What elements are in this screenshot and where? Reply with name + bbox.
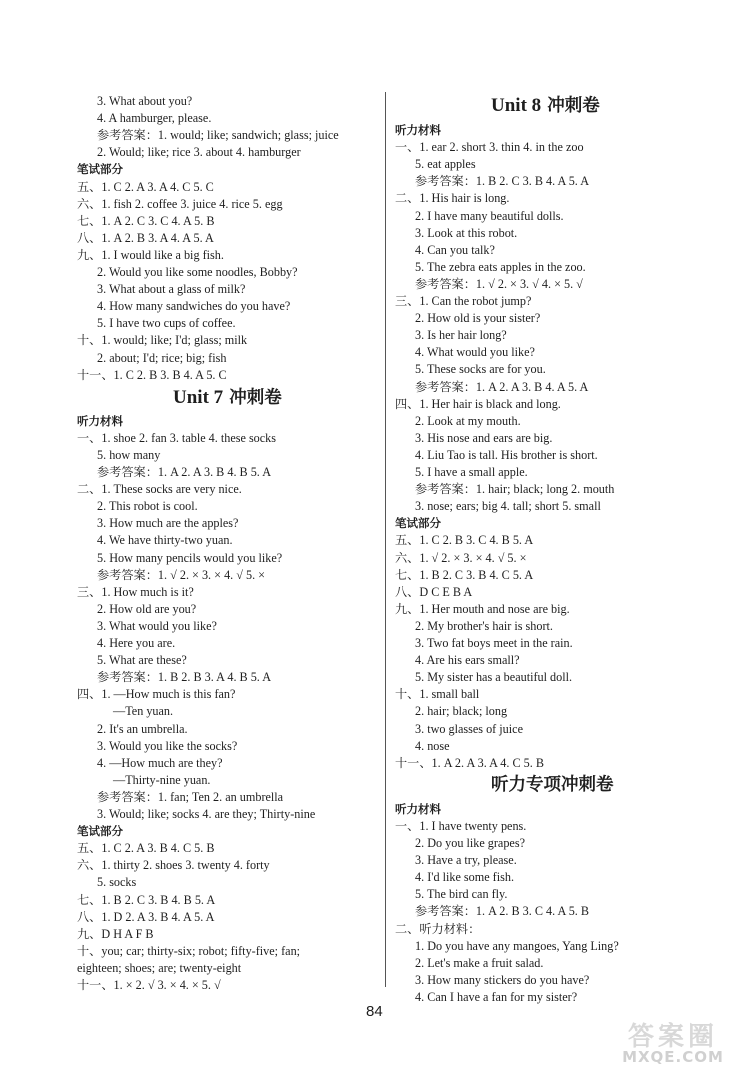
answer-line: 3. Look at this robot. [415,225,518,240]
section-heading: 笔试部分 [77,824,123,839]
answer-line: 五、1. C 2. A 3. A 4. C 5. C [77,179,214,194]
section-heading: 笔试部分 [395,516,441,531]
answer-line: 3. Is her hair long? [415,328,507,343]
section-title-unit: Unit 8 [491,95,542,116]
watermark-url: MXQE.COM [622,1048,724,1066]
answer-line: 2. hair; black; long [415,704,508,719]
answer-line: 4. Here you are. [97,636,176,650]
answer-line: 2. Would; like; rice 3. about 4. hamburger [97,145,301,160]
answer-line: 十一、1. × 2. √ 3. × 4. × 5. √ [77,978,221,992]
answer-line: 5. how many [97,447,161,462]
answer-line: —Thirty-nine yuan. [113,772,211,787]
section-title [491,95,600,117]
answer-line: 2. It's an umbrella. [97,721,188,736]
answer-line: 五、1. C 2. A 3. B 4. C 5. B [77,841,215,856]
page-number: 84 [366,1003,383,1020]
answer-line: 4. Can you talk? [415,242,495,257]
answer-line: eighteen; shoes; are; twenty-eight [77,960,242,975]
answer-line: 十一、1. C 2. B 3. B 4. A 5. C [77,367,227,382]
answer-line: 十、you; car; thirty-six; robot; fifty-five; fan; [77,943,301,958]
answer-line: 参考答案：1. fan; Ten 2. an umbrella [97,789,284,804]
answer-line: 七、1. A 2. C 3. C 4. A 5. B [77,213,215,228]
answer-line: 一、1. shoe 2. fan 3. table 4. these socks [77,430,277,445]
answer-line: 4. A hamburger, please. [97,111,212,126]
answer-line: 5. How many pencils would you like? [97,550,283,565]
answer-line: 十、1. small ball [395,687,480,702]
answer-line: 3. Would; like; socks 4. are they; Thirty-nine [97,807,316,821]
answer-line: 八、1. A 2. B 3. A 4. A 5. A [77,230,214,245]
answer-line: 八、1. D 2. A 3. B 4. A 5. A [77,909,215,924]
answer-line: 2. Would you like some noodles, Bobby? [97,265,298,279]
answer-line: 2. Do you like grapes? [415,836,525,850]
answer-line: 2. My brother's hair is short. [415,618,553,633]
answer-line: 2. I have many beautiful dolls. [415,208,564,223]
answer-line: 参考答案：1. A 2. A 3. B 4. A 5. A [415,379,589,394]
answer-line: 七、1. B 2. C 3. B 4. B 5. A [77,892,216,907]
answer-line: 3. How much are the apples? [97,516,239,531]
answer-line: 3. What about you? [97,94,193,108]
section-title [491,774,614,796]
answer-line: 5. socks [97,875,137,890]
answer-line: 八、D C E B A [395,584,473,599]
answer-line: 2. Look at my mouth. [415,413,521,428]
answer-line: 4. Liu Tao is tall. His brother is short. [415,447,598,462]
answer-line: 2. Let's make a fruit salad. [415,955,544,970]
answer-line: 参考答案：1. √ 2. × 3. × 4. √ 5. × [97,567,266,582]
answer-line: 5. My sister has a beautiful doll. [415,670,573,685]
answer-line: 参考答案：1. A 2. B 3. C 4. A 5. B [415,904,590,919]
answer-line: 三、1. How much is it? [77,584,194,599]
section-title [173,387,282,409]
answer-line: 5. I have a small apple. [415,465,528,479]
answer-line: 5. The bird can fly. [415,887,508,902]
answer-line: 4. How many sandwiches do you have? [97,299,291,314]
answer-line: 二、听力材料： [395,921,481,936]
answer-line: 5. I have two cups of coffee. [97,316,236,331]
column-divider [385,92,386,987]
section-title-label: 听力专项冲刺卷 [491,774,614,795]
section-heading: 听力材料 [395,801,441,816]
answer-line: 一、1. I have twenty pens. [395,818,527,833]
answer-line: 3. His nose and ears are big. [415,430,553,445]
answer-line: 4. I'd like some fish. [415,870,515,885]
answer-line: 3. What would you like? [97,618,217,633]
answer-line: 一、1. ear 2. short 3. thin 4. in the zoo [395,140,584,155]
watermark-logo [612,1016,734,1068]
answer-line: 5. The zebra eats apples in the zoo. [415,259,586,274]
answer-line: 3. Two fat boys meet in the rain. [415,636,573,650]
answer-line: 六、1. fish 2. coffee 3. juice 4. rice 5. egg [77,196,283,211]
answer-line: 4. Are his ears small? [415,653,520,668]
section-title-unit: Unit 7 [173,386,224,408]
answer-line: 十、1. would; like; I'd; glass; milk [77,333,248,348]
section-heading: 听力材料 [77,413,123,428]
answer-line: 3. What about a glass of milk? [97,282,246,297]
answer-line: 5. These socks are for you. [415,362,546,377]
answer-line: 六、1. √ 2. × 3. × 4. √ 5. × [395,550,527,565]
section-title-label: 冲刺卷 [541,96,600,116]
answer-line: 参考答案：1. hair; black; long 2. mouth [415,482,615,497]
answer-line: 九、1. Her mouth and nose are big. [395,601,570,616]
section-title-label: 冲刺卷 [223,387,282,408]
watermark-text: 答案圈 [627,1022,718,1052]
section-heading: 听力材料 [395,123,441,137]
answer-line: 五、1. C 2. B 3. C 4. B 5. A [395,533,534,548]
answer-line: 2. about; I'd; rice; big; fish [97,350,227,365]
answer-line: 参考答案：1. would; like; sandwich; glass; juice [97,128,339,143]
answer-line: 二、1. His hair is long. [395,191,510,206]
answer-line: 2. How old is your sister? [415,311,541,326]
answer-line: 4. Can I have a fan for my sister? [415,989,578,1004]
answer-line: 4. We have thirty-two yuan. [97,533,233,548]
answer-line: 六、1. thirty 2. shoes 3. twenty 4. forty [77,858,270,873]
answer-line: 4. What would you like? [415,345,535,360]
answer-line: 四、1. —How much is this fan? [77,687,236,702]
answer-line: 3. nose; ears; big 4. tall; short 5. small [415,499,601,514]
answer-line: 1. Do you have any mangoes, Yang Ling? [415,938,619,953]
answer-line: 4. nose [415,738,450,753]
answer-line: 3. Would you like the socks? [97,738,238,753]
answer-line: 参考答案：1. √ 2. × 3. √ 4. × 5. √ [415,276,583,291]
answer-line: 5. What are these? [97,653,187,668]
answer-line: 三、1. Can the robot jump? [395,294,532,308]
answer-line: 2. How old are you? [97,601,197,616]
answer-line: —Ten yuan. [113,704,174,719]
answer-line: 3. two glasses of juice [415,721,523,736]
answer-line: 四、1. Her hair is black and long. [395,396,561,411]
answer-line: 九、1. I would like a big fish. [77,247,224,262]
answer-line: 4. —How much are they? [97,755,223,770]
section-heading: 笔试部分 [77,162,123,177]
answer-line: 二、1. These socks are very nice. [77,482,242,497]
answer-line: 3. How many stickers do you have? [415,972,590,987]
answer-line: 2. This robot is cool. [97,499,198,514]
answer-line: 九、D H A F B [77,926,154,941]
answer-line: 5. eat apples [415,157,476,172]
answer-line: 七、1. B 2. C 3. B 4. C 5. A [395,567,534,582]
answer-line: 十一、1. A 2. A 3. A 4. C 5. B [395,755,544,770]
answer-line: 参考答案：1. A 2. A 3. B 4. B 5. A [97,465,272,479]
answer-line: 参考答案：1. B 2. C 3. B 4. A 5. A [415,174,590,189]
answer-line: 3. Have a try, please. [415,853,517,868]
answer-line: 参考答案：1. B 2. B 3. A 4. B 5. A [97,670,272,685]
